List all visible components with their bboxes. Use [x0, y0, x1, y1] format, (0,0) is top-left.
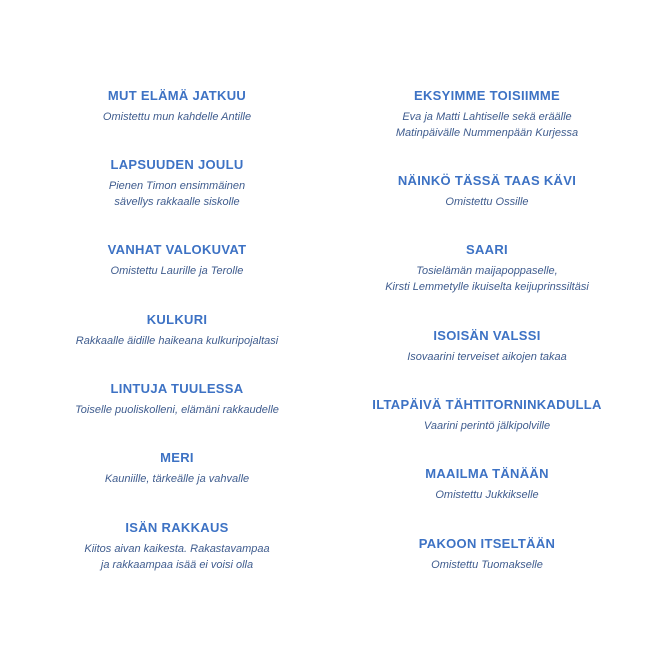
song-dedication: Omistettu Ossille	[445, 196, 529, 208]
song-entry	[27, 520, 327, 573]
song-dedication: Isovaarini terveiset aikojen takaa	[407, 351, 567, 363]
song-entry	[27, 381, 327, 418]
song-entry	[27, 312, 327, 349]
song-dedication: Eva ja Matti Lahtiselle sekä eräälle Matinpäivälle Nummenpään Kurjessa	[395, 111, 579, 139]
song-dedication: Omistettu mun kahdelle Antille	[102, 111, 252, 123]
song-title: ISÄN RAKKAUS	[125, 520, 229, 535]
song-title: SAARI	[466, 242, 508, 257]
song-dedication: Toiselle puoliskolleni, elämäni rakkaudelle	[75, 404, 279, 416]
song-title: LINTUJA TUULESSA	[110, 381, 244, 396]
song-dedication: Rakkaalle äidille haikeana kulkuripojaltasi	[75, 335, 279, 347]
song-title: MERI	[160, 450, 194, 465]
song-entry	[337, 242, 637, 295]
song-title: PAKOON ITSELTÄÄN	[418, 536, 556, 551]
song-title: LAPSUUDEN JOULU	[110, 157, 244, 172]
song-title: MAAILMA TÄNÄÄN	[425, 466, 549, 481]
song-entry	[337, 536, 637, 573]
song-dedication: Tosielämän maijapoppaselle, Kirsti Lemmetylle ikuiselta keijuprinssiltäsi	[385, 265, 589, 293]
song-entry	[337, 88, 637, 141]
song-title: KULKURI	[146, 312, 208, 327]
song-title: MUT ELÄMÄ JATKUU	[107, 88, 247, 103]
song-dedication: Pienen Timon ensimmäinen sävellys rakkaalle siskolle	[108, 180, 246, 208]
song-entry	[27, 157, 327, 210]
song-title: VANHAT VALOKUVAT	[107, 242, 247, 257]
song-entry	[337, 328, 637, 365]
song-entry	[337, 466, 637, 503]
song-title: ISOISÄN VALSSI	[433, 328, 541, 343]
song-dedication: Kiitos aivan kaikesta. Rakastavampaa ja rakkaampaa isää ei voisi olla	[84, 543, 270, 571]
song-entry	[27, 450, 327, 487]
song-title: ILTAPÄIVÄ TÄHTITORNINKADULLA	[372, 397, 602, 412]
song-dedication: Omistettu Tuomakselle	[431, 559, 543, 571]
song-title: NÄINKÖ TÄSSÄ TAAS KÄVI	[397, 173, 577, 188]
song-dedication: Vaarini perintö jälkipolville	[423, 420, 551, 432]
song-entry	[337, 397, 637, 434]
song-entry	[27, 242, 327, 279]
song-entry	[337, 173, 637, 210]
song-dedication: Omistettu Laurille ja Terolle	[110, 265, 244, 277]
song-dedication: Kauniille, tärkeälle ja vahvalle	[104, 473, 250, 485]
song-title: EKSYIMME TOISIIMME	[413, 88, 560, 103]
song-entry	[27, 88, 327, 125]
song-dedication: Omistettu Jukkikselle	[435, 489, 539, 501]
